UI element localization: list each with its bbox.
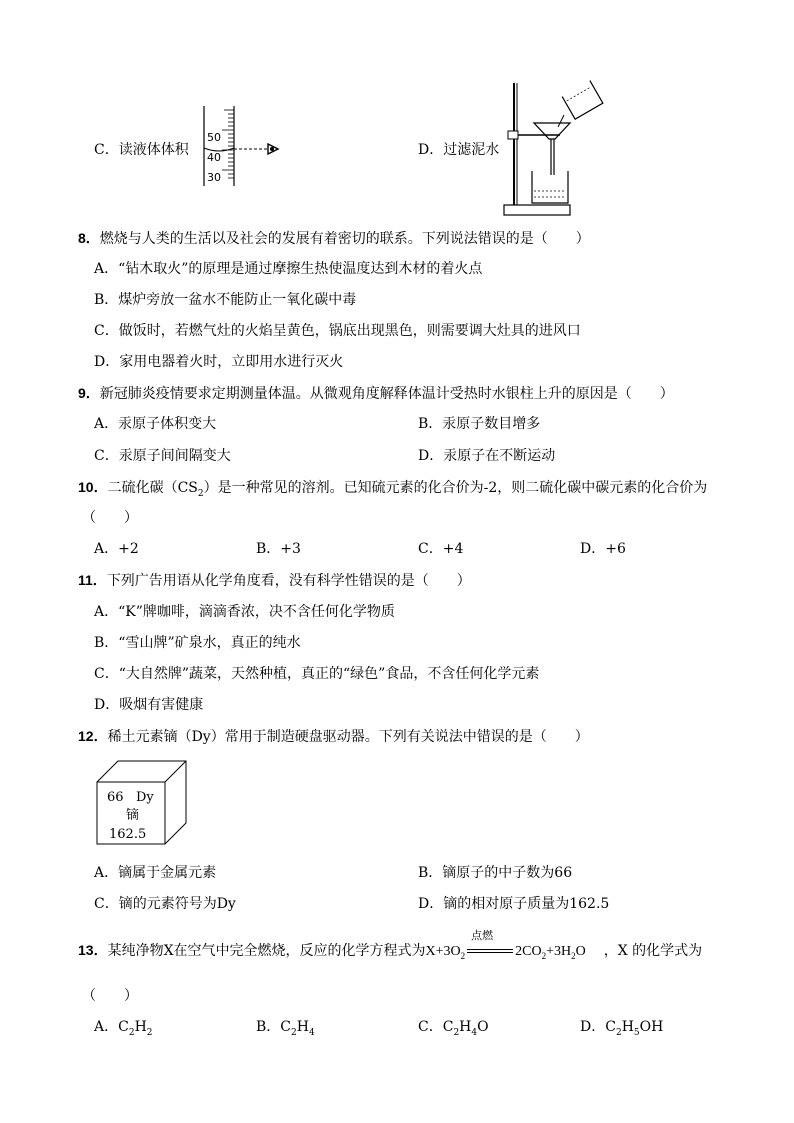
element-symbol: Dy (136, 790, 154, 805)
formula-c2h4: $C_2H_4$ (280, 1019, 315, 1038)
q11-option-c: C．“大自然牌”蔬菜，天然种植，真正的“绿色”食品，不含任何化学元素 (94, 666, 540, 682)
question-13-stem: 13．某纯净物X在空气中完全燃烧，反应的化学方程式为$X+3O_2$ 点燃 $2CO_2+3H_2O$ ，X 的化学式为 (78, 941, 702, 961)
cylinder-tick-50: 50 (207, 131, 221, 144)
q8-option-a: A．“钻木取火”的原理是通过摩擦生热使温度达到木材的着火点 (94, 261, 483, 277)
cylinder-tick-30: 30 (207, 171, 221, 184)
element-atomic-number: 66 (107, 790, 124, 805)
question-11-stem: 11．下列广告用语从化学角度看，没有科学性错误的是（ ） (78, 572, 471, 589)
question-13-paren: （ ） (82, 988, 138, 1004)
element-name: 镝 (126, 808, 140, 823)
question-11-number: 11． (78, 572, 107, 588)
q12-option-d: D．镝的相对原子质量为162.5 (418, 896, 610, 912)
question-8-stem: 8．燃烧与人类的生活以及社会的发展有着密切的联系。下列说法错误的是（ ） (78, 230, 590, 247)
formula-c2h5oh: $C_2H_5OH$ (605, 1019, 664, 1038)
formula-c2h4o: $C_2H_4O$ (442, 1019, 489, 1038)
graduated-cylinder-figure (198, 104, 284, 188)
question-10-number: 10． (78, 479, 108, 495)
q13-option-d: D．$C_2H_5OH$ (580, 1019, 664, 1038)
q8-option-d: D．家用电器着火时，立即用水进行灭火 (94, 354, 344, 370)
formula-c2h2: $C_2H_2$ (118, 1019, 153, 1038)
q13-option-c: C．$C_2H_4O$ (418, 1019, 489, 1038)
question-10-stem: 10．二硫化碳$(CS_2)$是一种常见的溶剂。已知硫元素的化合价为-2，则二硫化碳中碳元素的化合价为 (78, 479, 708, 499)
question-9-stem: 9．新冠肺炎疫情要求定期测量体温。从微观角度解释体温计受热时水银柱上升的原因是（ ） (78, 385, 674, 402)
q10-option-a: A．+2 (94, 541, 139, 557)
cylinder-tick-40: 40 (207, 151, 221, 164)
q7-option-d: D．过滤泥水 (418, 142, 500, 158)
q7-option-c: C．读液体体积 (94, 142, 189, 158)
chemical-equation: $X+3O_2$ 点燃 $2CO_2+3H_2O$ (426, 944, 586, 959)
periodic-table-cell (96, 760, 188, 846)
q8-option-b: B．煤炉旁放一盆水不能防止一氧化碳中毒 (94, 292, 357, 308)
reaction-condition: 点燃 (471, 930, 494, 942)
question-9-number: 9． (78, 385, 100, 401)
q10-option-b: B．+3 (256, 541, 301, 557)
q9-option-a: A．汞原子体积变大 (94, 416, 217, 432)
q9-option-b: B．汞原子数目增多 (418, 416, 541, 432)
q9-option-d: D．汞原子在不断运动 (418, 448, 556, 464)
q12-option-c: C．镝的元素符号为Dy (94, 896, 236, 912)
q13-option-b: B．$C_2H_4$ (256, 1019, 315, 1038)
question-8-number: 8． (78, 230, 100, 246)
q11-option-a: A．“K”牌咖啡，滴滴香浓，决不含任何化学物质 (94, 604, 395, 620)
q11-option-d: D．吸烟有害健康 (94, 697, 204, 713)
q9-option-c: C．汞原子间间隔变大 (94, 448, 231, 464)
q10-option-d: D．+6 (580, 541, 626, 557)
q10-option-c: C．+4 (418, 541, 464, 557)
q12-option-a: A．镝属于金属元素 (94, 865, 217, 881)
q11-option-b: B．“雪山牌”矿泉水，真正的纯水 (94, 635, 301, 651)
question-10-paren: （ ） (82, 510, 138, 526)
q12-option-b: B．镝原子的中子数为66 (418, 865, 573, 881)
question-12-number: 12． (78, 728, 108, 744)
q8-option-c: C．做饭时，若燃气灶的火焰呈黄色，锅底出现黑色，则需要调大灶具的进风口 (94, 323, 581, 339)
question-12-stem: 12．稀土元素镝（Dy）常用于制造硬盘驱动器。下列有关说法中错误的是（ ） (78, 728, 589, 745)
q13-option-a: A．$C_2H_2$ (94, 1019, 153, 1038)
element-atomic-mass: 162.5 (109, 827, 147, 842)
question-13-number: 13． (78, 942, 108, 958)
filtration-apparatus-figure (500, 79, 608, 219)
